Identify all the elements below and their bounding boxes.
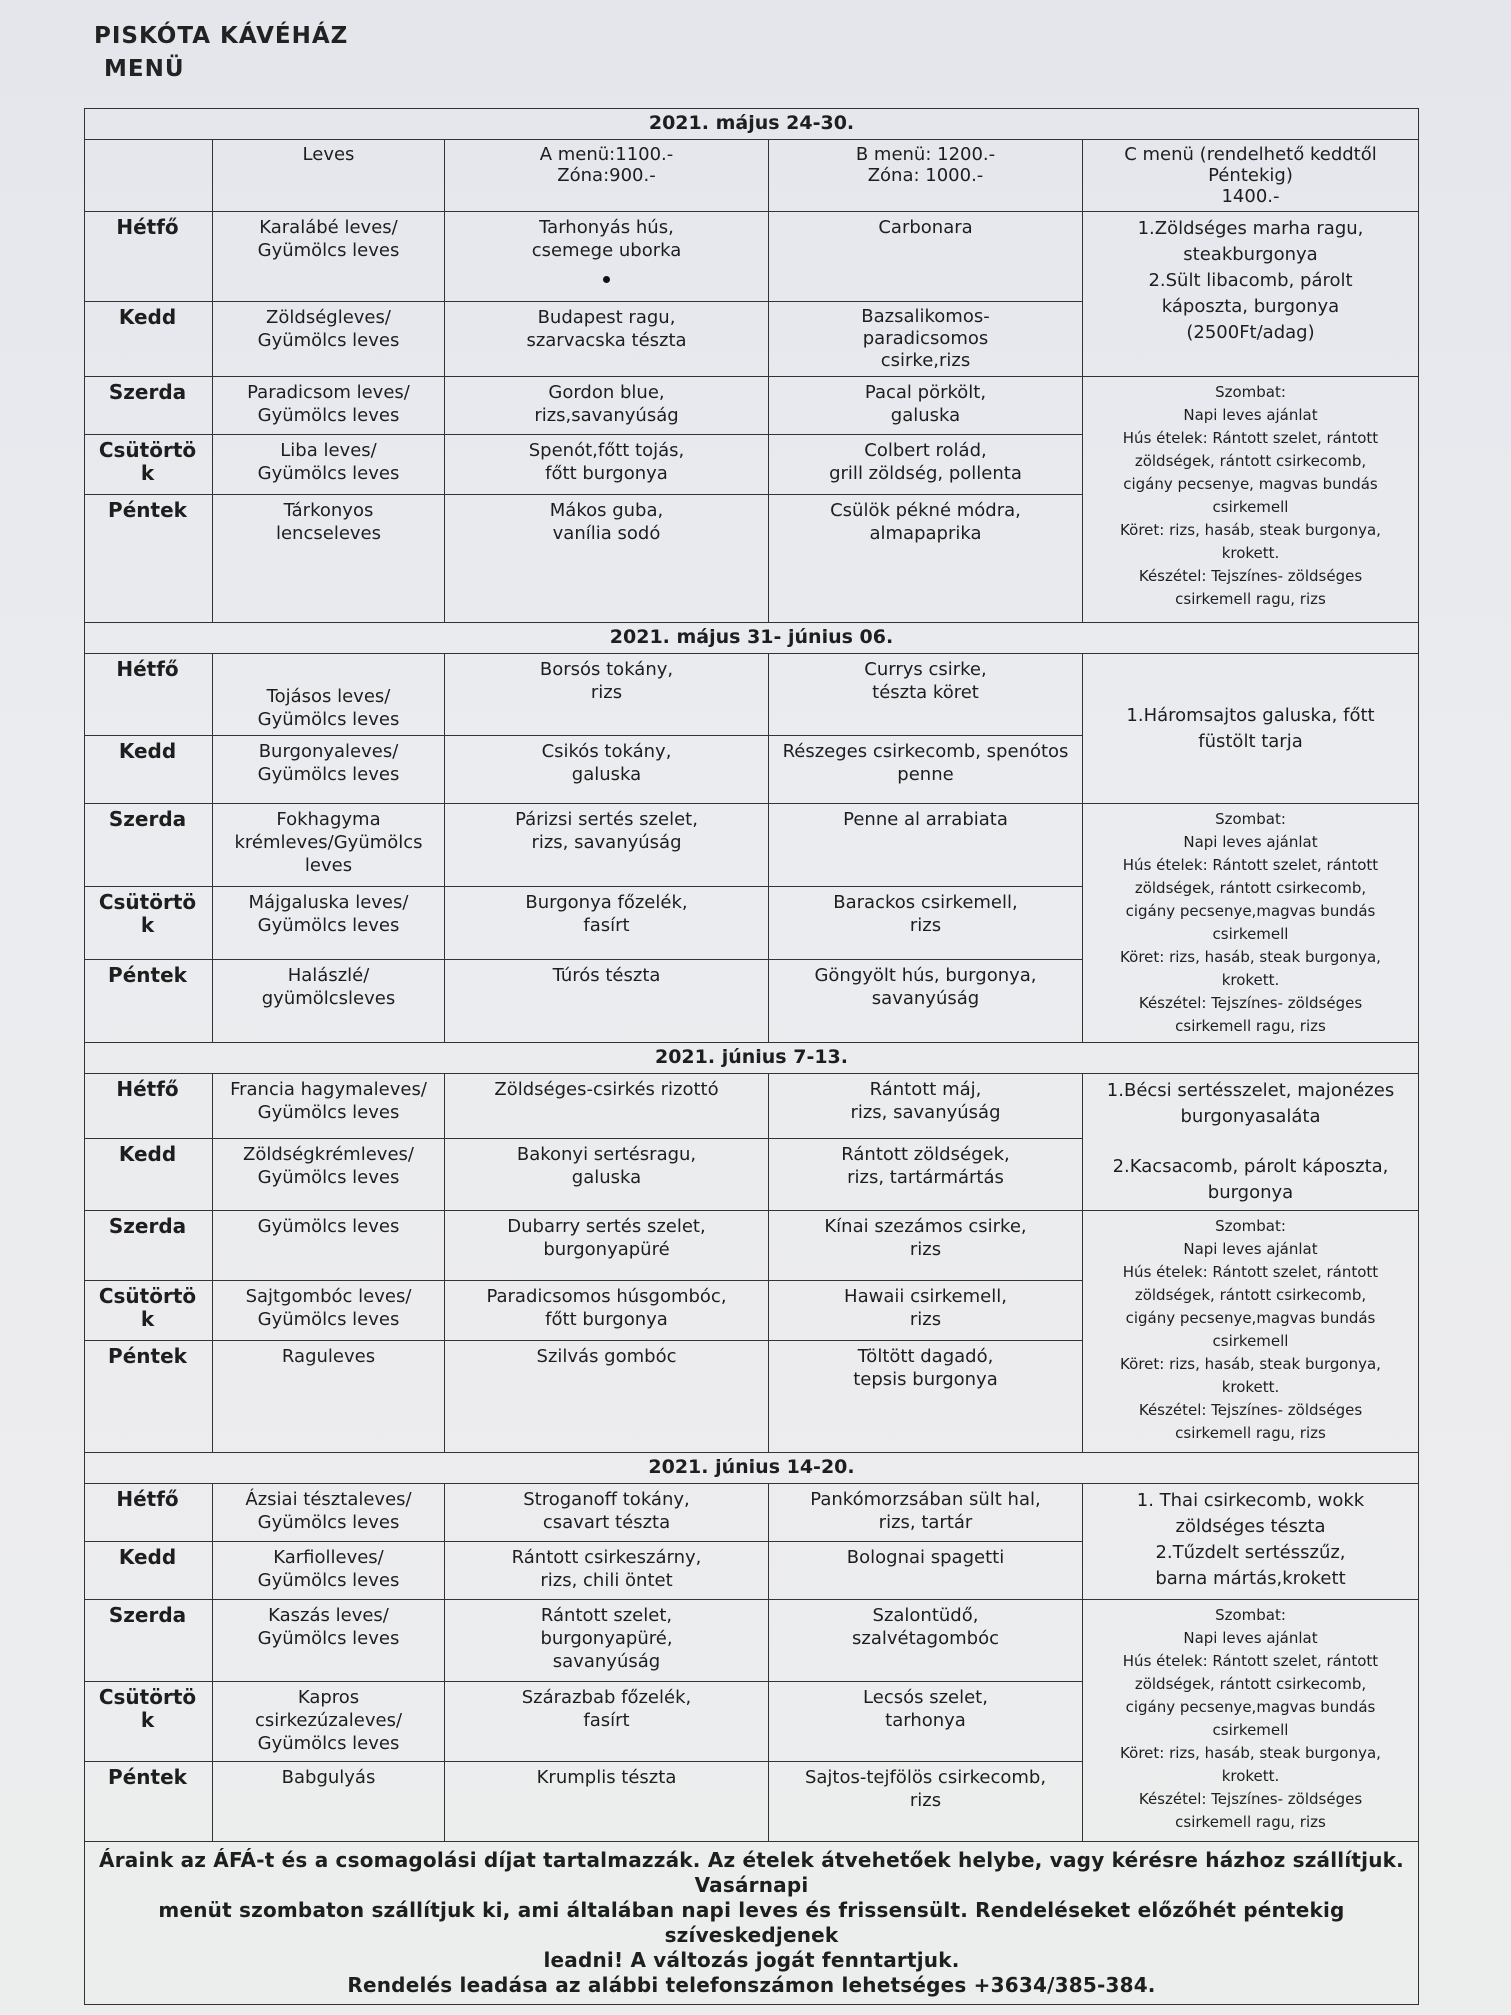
- day-label: Hétfő: [85, 654, 213, 736]
- soup-cell: Kapros csirkezúzaleves/ Gyümölcs leves: [213, 1682, 445, 1762]
- soup-cell: Raguleves: [213, 1341, 445, 1453]
- day-label: Péntek: [85, 495, 213, 623]
- saturday-offer: Szombat: Napi leves ajánlat Hús ételek: Rántott szelet, rántott zöldségek, rántott csirkecomb, cigány pecsenye,magvas bundás csirkemell Köret: rizs, hasáb, steak burgonya, krokett. Készétel: Tejszínes- zöldséges csirkemell ragu, rizs: [1083, 1600, 1419, 1842]
- soup-cell: Zöldségleves/ Gyümölcs leves: [213, 302, 445, 377]
- c-menu-cell: 1.Háromsajtos galuska, főtt füstölt tarja: [1083, 654, 1419, 804]
- soup-cell: Kaszás leves/ Gyümölcs leves: [213, 1600, 445, 1682]
- soup-cell: Zöldségkrémleves/ Gyümölcs leves: [213, 1139, 445, 1211]
- day-row: [85, 377, 1419, 435]
- header-c-menu: C menü (rendelhető keddtől Péntekig) 1400.-: [1083, 140, 1419, 212]
- day-label: Péntek: [85, 1762, 213, 1842]
- day-row: [85, 804, 1419, 887]
- b-menu-cell: Göngyölt hús, burgonya, savanyúság: [769, 959, 1083, 1042]
- brand-name: PISKÓTA KÁVÉHÁZ: [94, 23, 349, 49]
- day-label: Péntek: [85, 959, 213, 1042]
- week-title: 2021. június 7-13.: [85, 1043, 1419, 1074]
- week-title: 2021. június 14-20.: [85, 1453, 1419, 1484]
- soup-cell: Tárkonyos lencseleves: [213, 495, 445, 623]
- saturday-offer: Szombat: Napi leves ajánlat Hús ételek: Rántott szelet, rántott zöldségek, rántott csirkecomb, cigány pecsenye, magvas bundás csirkemell Köret: rizs, hasáb, steak burgonya, krokett. Készétel: Tejszínes- zöldséges csirkemell ragu, rizs: [1083, 377, 1419, 623]
- b-menu-cell: Hawaii csirkemell, rizs: [769, 1281, 1083, 1341]
- b-menu-cell: Rántott zöldségek, rizs, tartármártás: [769, 1139, 1083, 1211]
- a-menu-cell: Dubarry sertés szelet, burgonyapüré: [445, 1211, 769, 1281]
- b-menu-cell: Bazsalikomos- paradicsomos csirke,rizs: [769, 302, 1083, 377]
- a-menu-cell: Csikós tokány, galuska: [445, 736, 769, 804]
- a-menu-cell: Szilvás gombóc: [445, 1341, 769, 1453]
- day-row: [85, 212, 1419, 302]
- b-menu-cell: Currys csirke, tészta köret: [769, 654, 1083, 736]
- day-row: [85, 654, 1419, 736]
- b-menu-cell: Szalontüdő, szalvétagombóc: [769, 1600, 1083, 1682]
- day-label: Csütörtö k: [85, 1281, 213, 1341]
- brand-subtitle: MENÜ: [104, 56, 185, 82]
- day-label: Péntek: [85, 1341, 213, 1453]
- a-menu-cell: Budapest ragu, szarvacska tészta: [445, 302, 769, 377]
- day-label: Szerda: [85, 377, 213, 435]
- a-menu-cell: Krumplis tészta: [445, 1762, 769, 1842]
- day-label: Kedd: [85, 1542, 213, 1600]
- a-menu-cell: Túrós tészta: [445, 959, 769, 1042]
- day-label: Hétfő: [85, 212, 213, 302]
- c-menu-cell: 1.Bécsi sertésszelet, majonézes burgonyasaláta 2.Kacsacomb, párolt káposzta, burgonya: [1083, 1074, 1419, 1211]
- weekly-menu-table: [84, 108, 1419, 2005]
- day-row: [85, 1074, 1419, 1139]
- brand-block: [94, 20, 348, 86]
- day-label: Csütörtö k: [85, 887, 213, 960]
- week-title-row: [85, 1453, 1419, 1484]
- day-row: [85, 1600, 1419, 1682]
- b-menu-cell: Rántott máj, rizs, savanyúság: [769, 1074, 1083, 1139]
- day-label: Hétfő: [85, 1074, 213, 1139]
- b-menu-cell: Kínai szezámos csirke, rizs: [769, 1211, 1083, 1281]
- b-menu-cell: Csülök pékné módra, almapaprika: [769, 495, 1083, 623]
- soup-cell: Liba leves/ Gyümölcs leves: [213, 435, 445, 495]
- week-title-row: [85, 109, 1419, 140]
- header-b-menu: B menü: 1200.- Zóna: 1000.-: [769, 140, 1083, 212]
- a-menu-cell: Burgonya főzelék, fasírt: [445, 887, 769, 960]
- soup-cell: Májgaluska leves/ Gyümölcs leves: [213, 887, 445, 960]
- day-row: [85, 1211, 1419, 1281]
- a-menu-cell: Rántott csirkeszárny, rizs, chili öntet: [445, 1542, 769, 1600]
- day-label: Szerda: [85, 1211, 213, 1281]
- day-label: Hétfő: [85, 1484, 213, 1542]
- day-label: Kedd: [85, 1139, 213, 1211]
- bullet-dot: [603, 276, 610, 283]
- a-menu-cell: Stroganoff tokány, csavart tészta: [445, 1484, 769, 1542]
- day-label: Kedd: [85, 302, 213, 377]
- b-menu-cell: Töltött dagadó, tepsis burgonya: [769, 1341, 1083, 1453]
- footer-row: [85, 1842, 1419, 2005]
- b-menu-cell: Bolognai spagetti: [769, 1542, 1083, 1600]
- week-title-row: [85, 1043, 1419, 1074]
- header-empty: [85, 140, 213, 212]
- b-menu-cell: Lecsós szelet, tarhonya: [769, 1682, 1083, 1762]
- soup-cell: Ázsiai tésztaleves/ Gyümölcs leves: [213, 1484, 445, 1542]
- b-menu-cell: Pankómorzsában sült hal, rizs, tartár: [769, 1484, 1083, 1542]
- soup-cell: Halászlé/ gyümölcsleves: [213, 959, 445, 1042]
- day-label: Csütörtö k: [85, 435, 213, 495]
- soup-cell: Gyümölcs leves: [213, 1211, 445, 1281]
- saturday-offer: Szombat: Napi leves ajánlat Hús ételek: Rántott szelet, rántott zöldségek, rántott csirkecomb, cigány pecsenye,magvas bundás csirkemell Köret: rizs, hasáb, steak burgonya, krokett. Készétel: Tejszínes- zöldséges csirkemell ragu, rizs: [1083, 804, 1419, 1043]
- a-menu-cell: Paradicsomos húsgombóc, főtt burgonya: [445, 1281, 769, 1341]
- week-title: 2021. május 31- június 06.: [85, 623, 1419, 654]
- soup-cell: Babgulyás: [213, 1762, 445, 1842]
- header-soup: Leves: [213, 140, 445, 212]
- soup-cell: Francia hagymaleves/ Gyümölcs leves: [213, 1074, 445, 1139]
- a-menu-cell: Rántott szelet, burgonyapüré, savanyúság: [445, 1600, 769, 1682]
- c-menu-cell: 1. Thai csirkecomb, wokk zöldséges tészta 2.Tűzdelt sertésszűz, barna mártás,krokett: [1083, 1484, 1419, 1600]
- a-menu-cell: Párizsi sertés szelet, rizs, savanyúság: [445, 804, 769, 887]
- a-menu-cell: Gordon blue, rizs,savanyúság: [445, 377, 769, 435]
- b-menu-cell: Sajtos-tejfölös csirkecomb, rizs: [769, 1762, 1083, 1842]
- b-menu-cell: Pacal pörkölt, galuska: [769, 377, 1083, 435]
- b-menu-cell: Carbonara: [769, 212, 1083, 302]
- day-label: Csütörtö k: [85, 1682, 213, 1762]
- week-title: 2021. május 24-30.: [85, 109, 1419, 140]
- soup-cell: Tojásos leves/ Gyümölcs leves: [213, 654, 445, 736]
- b-menu-cell: Részeges csirkecomb, spenótos penne: [769, 736, 1083, 804]
- a-menu-cell: Szárazbab főzelék, fasírt: [445, 1682, 769, 1762]
- a-menu-cell: Spenót,főtt tojás, főtt burgonya: [445, 435, 769, 495]
- header-a-menu: A menü:1100.- Zóna:900.-: [445, 140, 769, 212]
- a-menu-cell: Bakonyi sertésragu, galuska: [445, 1139, 769, 1211]
- b-menu-cell: Colbert rolád, grill zöldség, pollenta: [769, 435, 1083, 495]
- soup-cell: Karalábé leves/ Gyümölcs leves: [213, 212, 445, 302]
- a-menu-cell: Mákos guba, vanília sodó: [445, 495, 769, 623]
- saturday-offer: Szombat: Napi leves ajánlat Hús ételek: Rántott szelet, rántott zöldségek, rántott csirkecomb, cigány pecsenye,magvas bundás csirkemell Köret: rizs, hasáb, steak burgonya, krokett. Készétel: Tejszínes- zöldséges csirkemell ragu, rizs: [1083, 1211, 1419, 1453]
- soup-cell: Sajtgombóc leves/ Gyümölcs leves: [213, 1281, 445, 1341]
- soup-cell: Burgonyaleves/ Gyümölcs leves: [213, 736, 445, 804]
- week-title-row: [85, 623, 1419, 654]
- b-menu-cell: Barackos csirkemell, rizs: [769, 887, 1083, 960]
- day-label: Szerda: [85, 1600, 213, 1682]
- a-menu-cell: Tarhonyás hús, csemege uborka: [445, 212, 769, 302]
- header-row: [85, 140, 1419, 212]
- footer-note: Áraink az ÁFÁ-t és a csomagolási díjat tartalmazzák. Az ételek átvehetőek helybe, vagy kérésre házhoz szállítjuk. Vasárnapi menüt szombaton szállítjuk ki, ami általában napi leves és frissensült. Rendeléseket előzőhét péntekig szíveskedjenek leadni! A változás jogát fenntartjuk. Rendelés leadása az alábbi telefonszámon lehetséges +3634/385-384.: [85, 1842, 1419, 2005]
- b-menu-cell: Penne al arrabiata: [769, 804, 1083, 887]
- soup-cell: Fokhagyma krémleves/Gyümölcs leves: [213, 804, 445, 887]
- soup-cell: Karfiolleves/ Gyümölcs leves: [213, 1542, 445, 1600]
- a-menu-cell: Borsós tokány, rizs: [445, 654, 769, 736]
- a-menu-cell: Zöldséges-csirkés rizottó: [445, 1074, 769, 1139]
- day-row: [85, 1484, 1419, 1542]
- soup-cell: Paradicsom leves/ Gyümölcs leves: [213, 377, 445, 435]
- c-menu-cell: 1.Zöldséges marha ragu, steakburgonya 2.Sült libacomb, párolt káposzta, burgonya (2500Ft/adag): [1083, 212, 1419, 377]
- day-label: Szerda: [85, 804, 213, 887]
- day-label: Kedd: [85, 736, 213, 804]
